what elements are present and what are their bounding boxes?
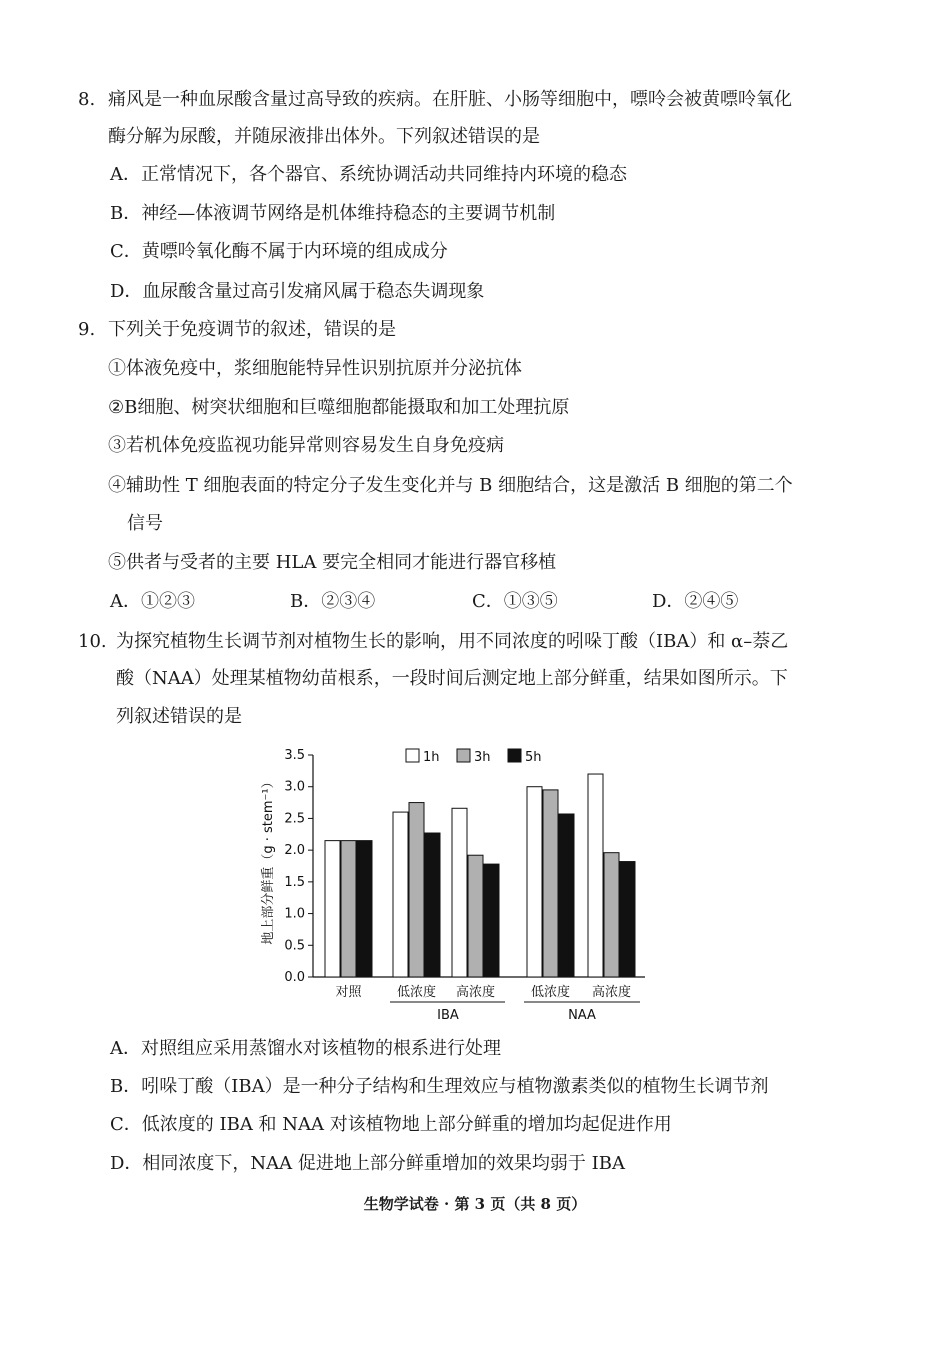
chart-legend-swatch	[508, 749, 521, 762]
bar-chart	[0, 735, 950, 1035]
q9-statement-4-cont: 信号	[127, 513, 163, 534]
q10-option-c: C．低浓度的 IBA 和 NAA 对该植物地上部分鲜重的增加均起促进作用	[110, 1114, 672, 1135]
chart-bar	[588, 774, 603, 977]
chart-legend-swatch	[457, 749, 470, 762]
chart-legend-label: 5h	[525, 750, 542, 765]
q8-stem-line2: 酶分解为尿酸，并随尿液排出体外。下列叙述错误的是	[108, 126, 540, 147]
chart-x-tick-label: 低浓度	[396, 985, 437, 1000]
q9-option-b: B．②③④	[290, 591, 376, 612]
chart-x-tick-label: 对照	[335, 985, 362, 1000]
q8-stem-line1: 痛风是一种血尿酸含量过高导致的疾病。在肝脏、小肠等细胞中，嘌呤会被黄嘌呤氧化	[108, 89, 792, 110]
chart-bar	[604, 853, 619, 977]
chart-ylabel: 地上部分鲜重（g · stem⁻¹）	[261, 775, 276, 945]
chart-legend-swatch	[406, 749, 419, 762]
q10-option-d: D．相同浓度下，NAA 促进地上部分鲜重增加的效果均弱于 IBA	[110, 1153, 625, 1174]
chart-bar	[484, 864, 499, 977]
chart-y-tick-label: 2.0	[284, 843, 305, 859]
q9-option-c: C．①③⑤	[472, 591, 558, 612]
chart-x-tick-label: 低浓度	[530, 985, 571, 1000]
chart-bar	[341, 841, 356, 977]
q10-stem-line2: 酸（NAA）处理某植物幼苗根系，一段时间后测定地上部分鲜重，结果如图所示。下	[116, 668, 788, 689]
chart-bar	[452, 808, 467, 977]
q8-option-d: D．血尿酸含量过高引发痛风属于稳态失调现象	[110, 281, 485, 302]
q8-option-b: B．神经—体液调节网络是机体维持稳态的主要调节机制	[110, 203, 556, 224]
page-footer: 生物学试卷 · 第 3 页（共 8 页）	[363, 1195, 587, 1213]
chart-group-label-naa: NAA	[568, 1008, 596, 1023]
chart-bar	[527, 787, 542, 977]
chart-y-tick-label: 0.5	[284, 938, 305, 954]
chart-bar	[409, 803, 424, 977]
chart-legend-label: 3h	[474, 750, 491, 765]
chart-bar	[468, 855, 483, 977]
chart-y-tick-label: 0.0	[284, 970, 305, 985]
chart-bar	[393, 812, 408, 977]
q9-statement-3: ③若机体免疫监视功能异常则容易发生自身免疫病	[108, 435, 504, 456]
chart-bar	[325, 841, 340, 977]
chart-bar	[425, 833, 440, 977]
chart-x-tick-label: 高浓度	[591, 985, 632, 1000]
chart-y-tick-label: 3.0	[284, 779, 305, 795]
q10-number: 10.	[78, 631, 107, 652]
chart-y-tick-label: 3.5	[284, 748, 305, 763]
chart-bar	[543, 790, 558, 977]
q8-option-c: C．黄嘌呤氧化酶不属于内环境的组成成分	[110, 241, 448, 262]
q10-stem-line3: 列叙述错误的是	[116, 706, 242, 727]
q10-option-b: B．吲哚丁酸（IBA）是一种分子结构和生理效应与植物激素类似的植物生长调节剂	[110, 1076, 769, 1097]
q9-option-a: A．①②③	[110, 591, 195, 612]
q9-number: 9.	[78, 319, 96, 340]
chart-y-tick-label: 1.5	[284, 874, 305, 890]
q8-option-a: A．正常情况下，各个器官、系统协调活动共同维持内环境的稳态	[110, 164, 627, 185]
chart-group-label-iba: IBA	[437, 1008, 459, 1023]
chart-bar	[559, 814, 574, 977]
q9-statement-5: ⑤供者与受者的主要 HLA 要完全相同才能进行器官移植	[108, 552, 557, 573]
chart-x-tick-label: 高浓度	[455, 985, 496, 1000]
chart-y-tick-label: 2.5	[284, 811, 305, 827]
q8-number: 8.	[78, 89, 96, 110]
q10-option-a: A．对照组应采用蒸馏水对该植物的根系进行处理	[110, 1038, 501, 1059]
q10-stem-line1: 为探究植物生长调节剂对植物生长的影响，用不同浓度的吲哚丁酸（IBA）和 α–萘乙	[116, 631, 789, 652]
chart-y-tick-label: 1.0	[284, 906, 305, 922]
chart-bar	[620, 862, 635, 977]
q9-option-d: D．②④⑤	[652, 591, 739, 612]
q9-statement-4: ④辅助性 T 细胞表面的特定分子发生变化并与 B 细胞结合，这是激活 B 细胞的第二个	[108, 475, 793, 496]
q9-statement-1: ①体液免疫中，浆细胞能特异性识别抗原并分泌抗体	[108, 358, 522, 379]
q9-statement-2: ②B细胞、树突状细胞和巨噬细胞都能摄取和加工处理抗原	[108, 397, 570, 418]
q9-stem: 下列关于免疫调节的叙述，错误的是	[108, 319, 396, 340]
chart-legend-label: 1h	[423, 750, 440, 765]
chart-bar	[357, 841, 372, 977]
